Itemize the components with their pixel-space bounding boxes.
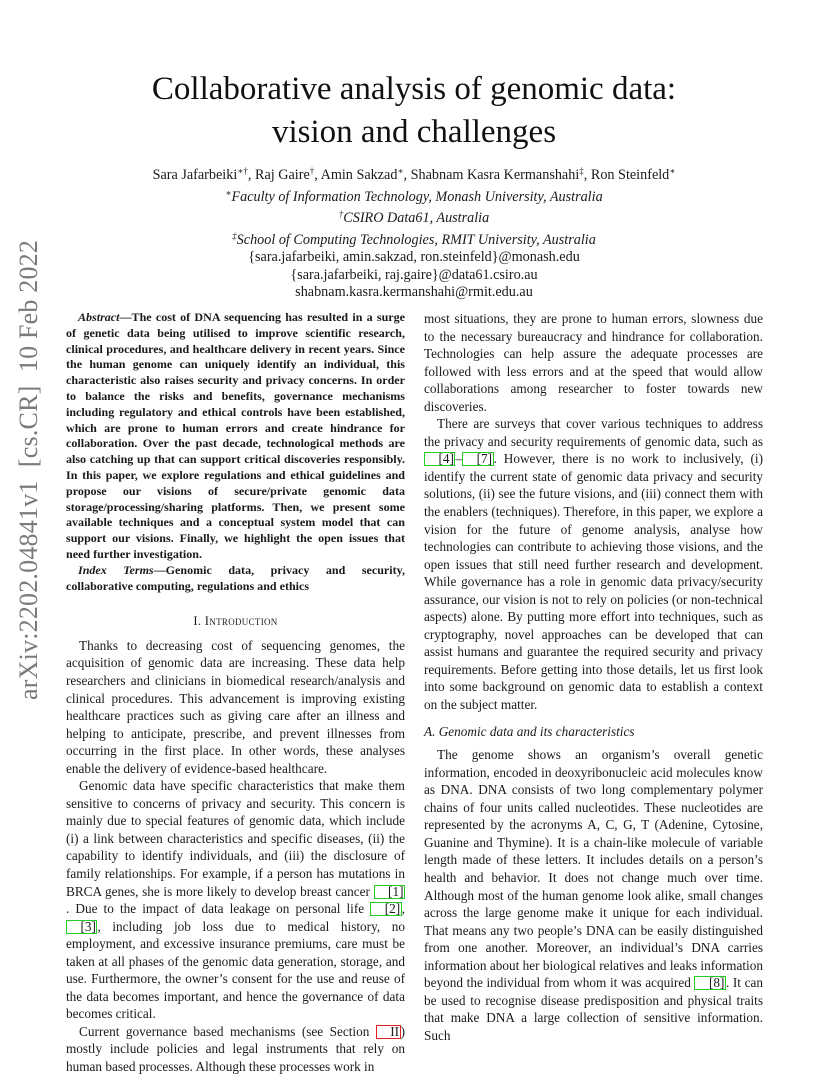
text-run: . It can be used to recognise disease predisposition and physical traits that make DNA a large collection of sensitive information. Such (424, 975, 764, 1043)
affiliation-mark: ‡ (232, 230, 237, 241)
text-run: There are surveys that cover various techniques to address the privacy and security requirements of genomic data, such as (424, 416, 763, 449)
affiliation-text: Faculty of Information Technology, Monash University, Australia (231, 188, 603, 205)
section-reference-link[interactable]: II (376, 1025, 401, 1039)
abstract-dash: — (119, 310, 132, 324)
author-name: Sara Jafarbeiki (152, 167, 238, 183)
paragraph (66, 1023, 405, 1076)
index-terms-text: Genomic data, privacy and security, collaborative computing, regulations and ethics (66, 562, 405, 593)
affiliation-text: CSIRO Data61, Australia (343, 210, 490, 226)
author-name: Shabnam Kasra Kermanshahi (410, 167, 580, 183)
section-title: Introduction (204, 614, 278, 629)
affiliation (0, 185, 828, 207)
author-block (0, 163, 828, 302)
paragraph (424, 746, 763, 1044)
abstract (66, 310, 405, 563)
affiliation-mark: † (338, 209, 344, 219)
text-run: . However, there is no work to inclusively, (i) identify the current state of genomic data privacy and security solutions, (ii) see the future visions, and (iii) connect them with the enablers (techniques). Therefore, in this paper, we explore a vision for the future of genome analysis, analyse how technologies can contribute to achieving those visions, and the open issues that still need further research and development. While governance has a role in genomic data privacy/security assurance, our vision is not to rely on policies (or non-technical aspects) alone. By putting more effort into techniques, such as cryptography, novel approaches can be developed that can assist humans and guarantee the required security and privacy requirements. Before getting into those details, let us first look into some background on genomic data to establish a context on the subject matter. (424, 451, 763, 713)
author-mark: ‡ (579, 166, 584, 176)
affiliation (0, 206, 828, 228)
text-run: ) mostly include policies and legal instruments that rely on human based processes. Although these processes work in (66, 1023, 405, 1075)
author-list: Sara Jafarbeiki∗†, Raj Gaire†, Amin Sakzad∗, Shabnam Kasra Kermanshahi‡, Ron Steinfeld∗ (152, 166, 676, 183)
author-mark: ∗† (237, 166, 248, 176)
title-line-2: vision and challenges (271, 114, 557, 150)
author-name: Raj Gaire (255, 167, 310, 183)
email-line: shabnam.kasra.kermanshahi@rmit.edu.au (295, 284, 533, 300)
affiliation-text: School of Computing Technologies, RMIT University, Australia (236, 231, 596, 248)
email-line: {sara.jafarbeiki, amin.sakzad, ron.steinfeld}@monash.edu (248, 249, 580, 265)
citation-link[interactable]: [3] (66, 920, 97, 934)
citation-link[interactable]: [8] (694, 976, 725, 990)
author-mark: ∗ (397, 166, 404, 176)
citation-link[interactable]: [2] (370, 902, 401, 916)
right-column (424, 310, 763, 1044)
title-line-1: Collaborative analysis of genomic data: (151, 71, 677, 107)
left-column (66, 310, 405, 1076)
citation-link[interactable]: [1] (374, 885, 405, 899)
text-run: – (455, 451, 463, 467)
citation-link[interactable]: [4] (424, 452, 455, 466)
abstract-text: The cost of DNA sequencing has resulted in a surge of genetic data being utilised to improve scientific research, clinical procedures, and healthcare delivery in recent years. Since the human genome can uniquely identify an individual, this characteristic also raises security and privacy concerns. In order to balance the risks and benefits, governance mechanisms including regulatory and ethical controls have been established, which are prone to human errors and create hindrance for collaboration. Over the past decade, technological methods are also catching up that can support critical discoveries responsibly. In this paper, we explore regulations and ethical guidelines and propose our visions of secure/private genomic data storage/processing/sharing platforms. Then, we present some available techniques and a conceptual system model that can support our visions. Finally, we highlight the open issues that need further investigation. (66, 310, 405, 561)
index-terms-label: Index Terms (78, 562, 154, 577)
author-mark: ∗ (669, 166, 676, 176)
affiliation-mark: ∗ (225, 187, 232, 198)
paragraph (66, 777, 405, 1023)
text-run: Current governance based mechanisms (see Section (79, 1023, 376, 1039)
paragraph: Thanks to decreasing cost of sequencing genomes, the acquisition of genomic data are increasing. These data help researchers and clinicians in biomedical research/analysis and clinical procedures. This advancement is improving existing healthcare practices such as giving care after an illness and helping to anticipate, prescribe, and prevent illnesses from occurring in the first place. In other words, these analyses enable the delivery of evidence-based healthcare. (66, 637, 405, 776)
paper-title (0, 68, 828, 154)
text-run: , (401, 901, 405, 917)
abstract-label: Abstract (78, 310, 120, 324)
text-run: Genomic data have specific characteristics that make them sensitive to concerns of privacy and security. This concern is mainly due to special features of genomic data, which include (i) a link between characteristics and specific diseases, (ii) the capability to identify individuals, and (iii) the disclosure of family relationships. For example, if a person has mutations in BRCA genes, she is more likely to develop breast cancer (66, 778, 405, 899)
author-name: Amin Sakzad (320, 167, 398, 183)
arxiv-identifier-stamp: arXiv:2202.04841v1 [cs.CR] 10 Feb 2022 (14, 239, 43, 700)
section-heading-introduction (66, 613, 405, 631)
index-terms-dash: — (153, 562, 166, 577)
citation-link[interactable]: [7] (462, 452, 493, 466)
author-mark: † (309, 166, 315, 176)
text-run: The genome shows an organism’s overall genetic information, encoded in deoxyribonucleic acid molecules know as DNA. DNA consists of two long complementary polymer chains of four units called nucleotides. These nucleotides are represented by the acronyms A, C, G, T (Adenine, Cytosine, Guanine and Thymine). It is a chain-like molecule of variable length made of these letters. It includes details on a person’s health and behavior. It does not change much over time. Although most of the human genome look alike, small changes across the large genome make it unique for each individual. That means any two people’s DNA can be easily distinguished from one another. Moreover, an individual’s DNA carries information about her biological relatives and leaks information beyond the individual from whom it was acquired (424, 747, 763, 991)
paragraph (424, 415, 763, 713)
section-numeral: I. (193, 614, 205, 629)
paragraph-continued: most situations, they are prone to human errors, slowness due to the necessary bureaucracy and hindrance for collaboration. Technologies can help assure the adequate processes are followed with less errors and at the speed that would allow collaborations among researcher to foster towards new discoveries. (424, 311, 763, 414)
text-run: , including job loss due to medical history, no employment, and excessive insurance premiums, care must be taken at all phases of the genomic data generation, storage, and use. Furthermore, the owner’s consent for the use and reuse of the data becomes important, and hence the governance of data becomes critical. (66, 918, 405, 1022)
subsection-heading-genomic-data: A. Genomic data and its characteristics (424, 723, 635, 739)
author-name: Ron Steinfeld (590, 167, 670, 183)
index-terms (66, 563, 405, 595)
text-run: . Due to the impact of data leakage on personal life (66, 901, 371, 917)
email-line: {sara.jafarbeiki, raj.gaire}@data61.csiro.au (290, 266, 538, 283)
affiliation (0, 228, 828, 250)
